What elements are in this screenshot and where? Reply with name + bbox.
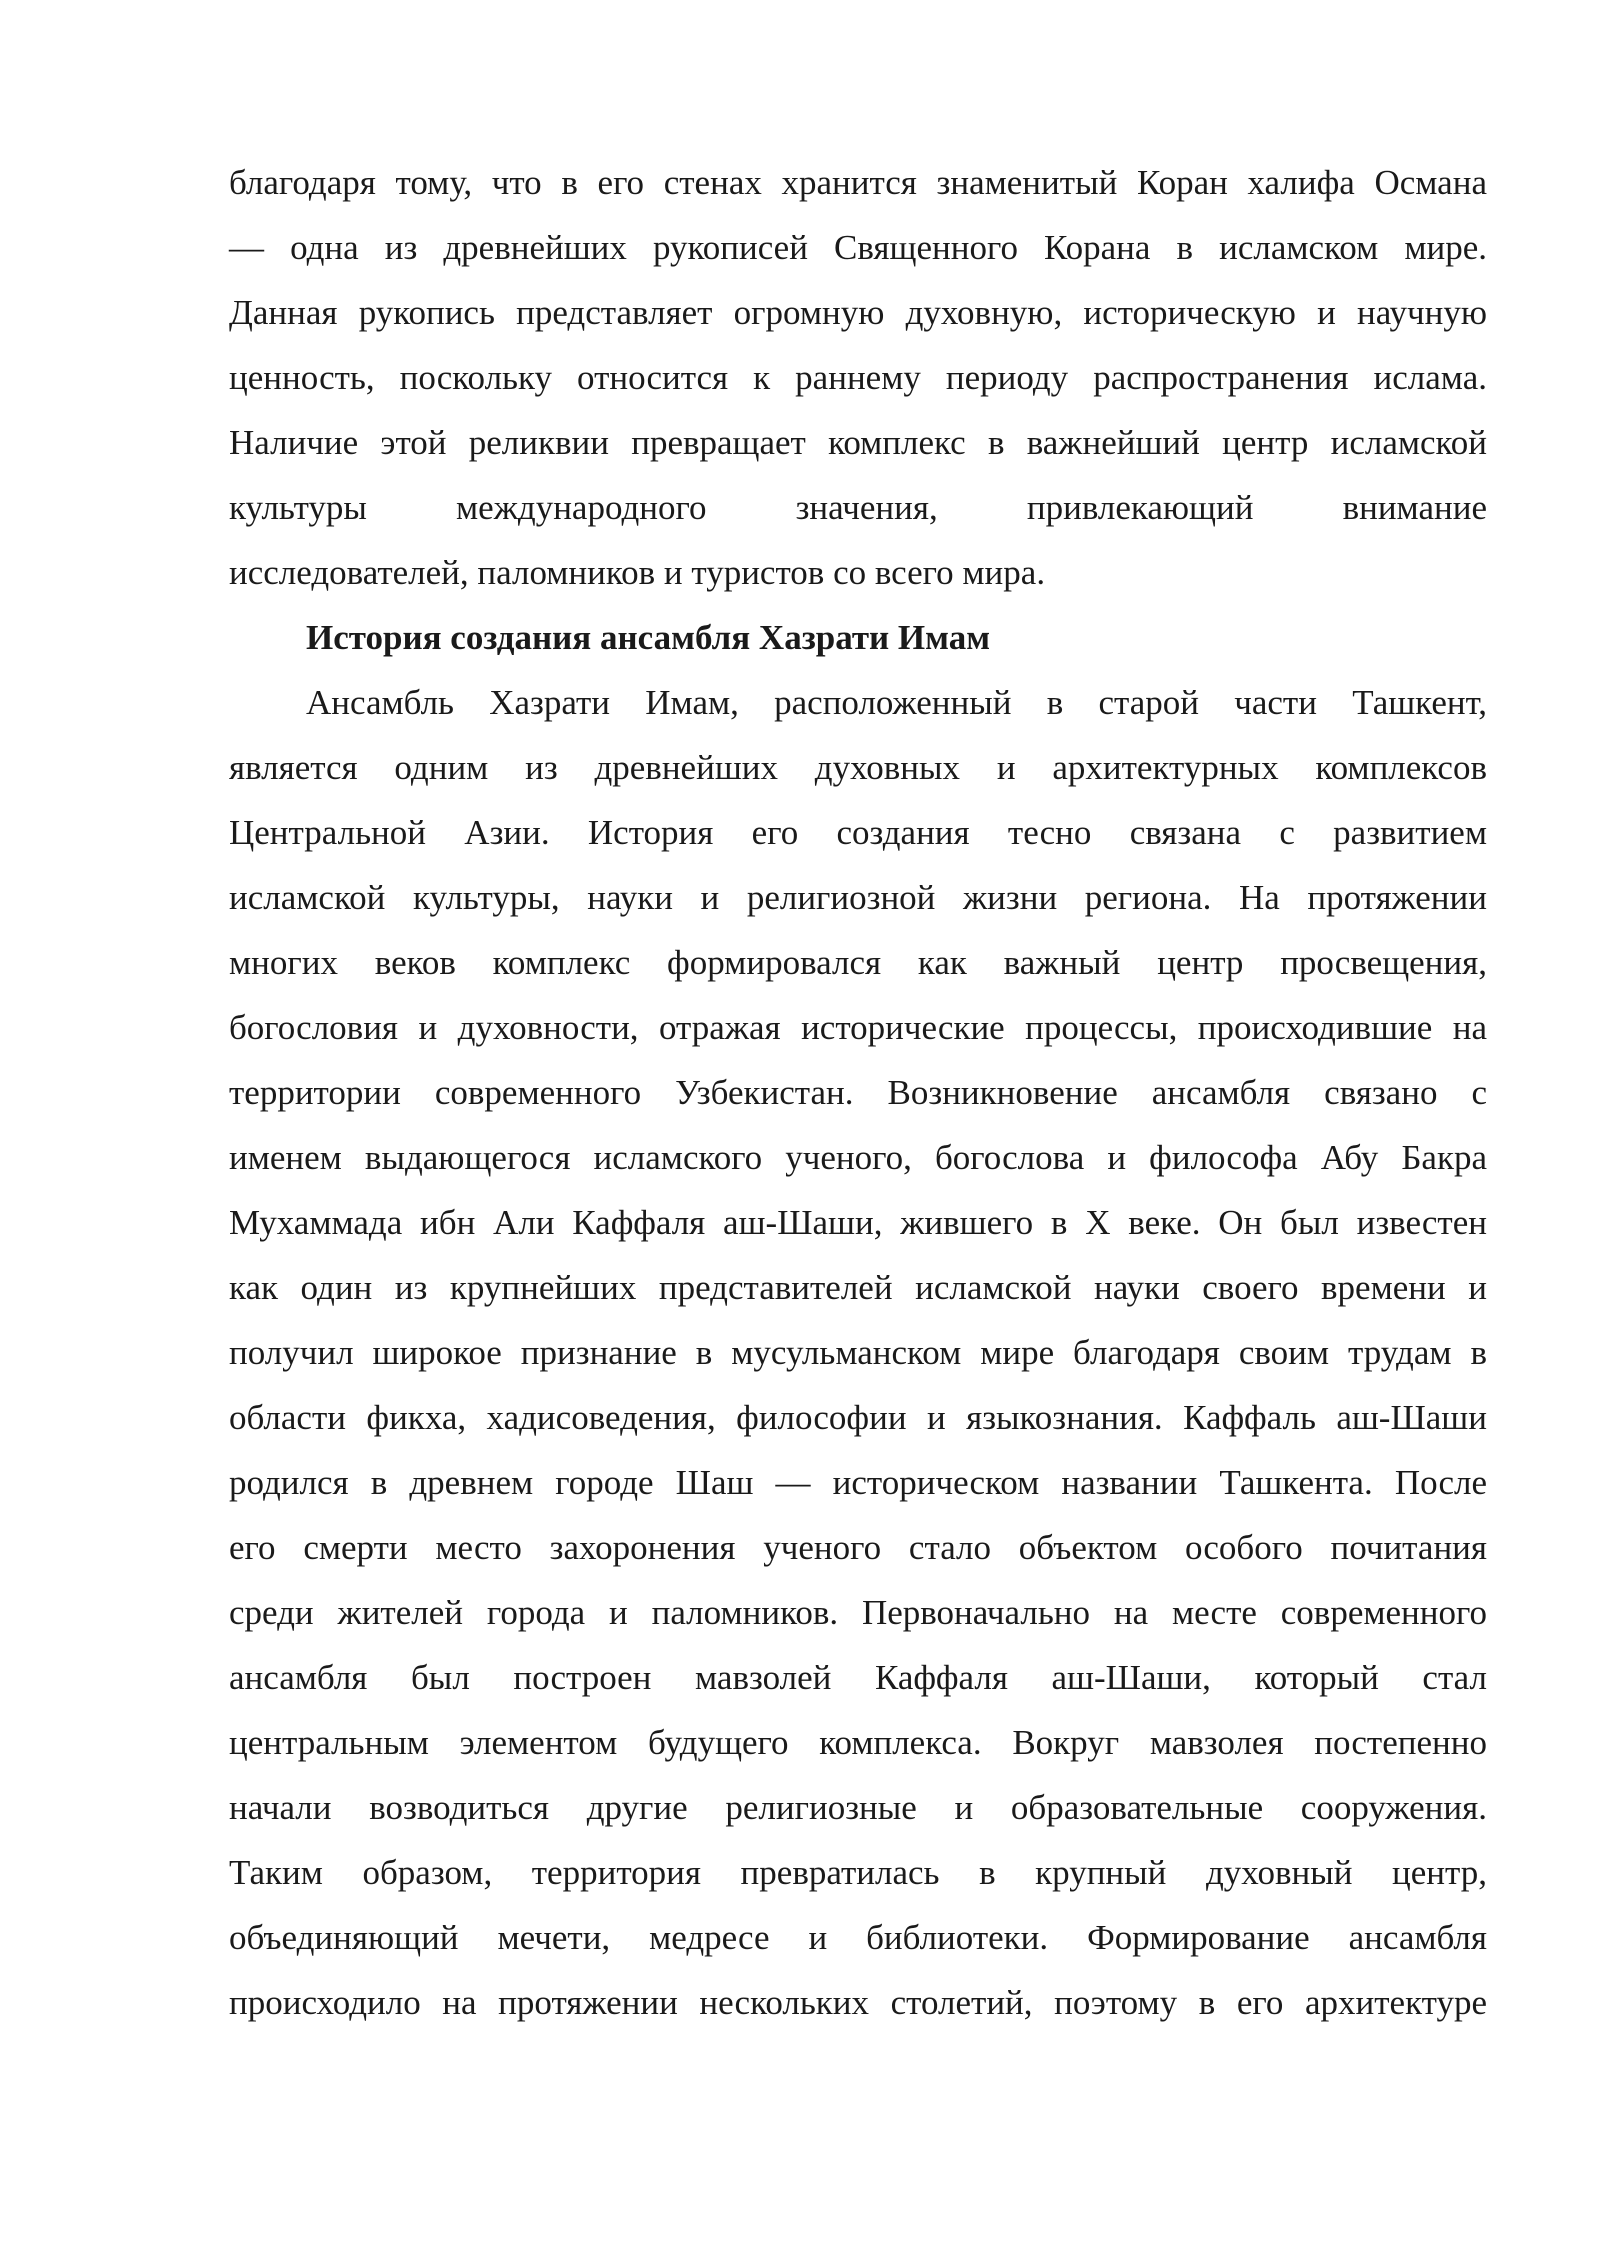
body-paragraph xyxy=(229,670,1487,2035)
text-line: исследователей, паломников и туристов со всего мира. xyxy=(229,553,1046,592)
text-line: центральным элементом будущего комплекса. Вокруг мавзолея постепенно xyxy=(229,1723,1487,1762)
text-line: Ансамбль Хазрати Имам, расположенный в старой части Ташкент, xyxy=(306,683,1487,722)
text-line: среди жителей города и паломников. Первоначально на месте современного xyxy=(229,1593,1487,1632)
document-body xyxy=(229,150,1487,2035)
text-line: территории современного Узбекистан. Возникновение ансамбля связано с xyxy=(229,1073,1487,1112)
text-line: — одна из древнейших рукописей Священного Корана в исламском мире. xyxy=(229,228,1487,267)
text-line: Таким образом, территория превратилась в крупный духовный центр, xyxy=(229,1853,1487,1892)
text-line: многих веков комплекс формировался как важный центр просвещения, xyxy=(229,943,1487,982)
text-line: области фикха, хадисоведения, философии и языкознания. Каффаль аш-Шаши xyxy=(229,1398,1487,1437)
text-line: исламской культуры, науки и религиозной жизни региона. На протяжении xyxy=(229,878,1487,917)
text-line: как один из крупнейших представителей исламской науки своего времени и xyxy=(229,1268,1487,1307)
text-line: объединяющий мечети, медресе и библиотеки. Формирование ансамбля xyxy=(229,1918,1487,1957)
text-line: родился в древнем городе Шаш — историческом названии Ташкента. После xyxy=(229,1463,1487,1502)
text-line: ансамбля был построен мавзолей Каффаля аш-Шаши, который стал xyxy=(229,1658,1487,1697)
text-line: Данная рукопись представляет огромную духовную, историческую и научную xyxy=(229,293,1487,332)
text-line: богословия и духовности, отражая исторические процессы, происходившие на xyxy=(229,1008,1487,1047)
text-line: является одним из древнейших духовных и архитектурных комплексов xyxy=(229,748,1487,787)
section-heading: История создания ансамбля Хазрати Имам xyxy=(306,618,991,657)
text-line: происходило на протяжении нескольких столетий, поэтому в его архитектуре xyxy=(229,1983,1487,2022)
intro-paragraph xyxy=(229,150,1487,605)
text-line: культуры международного значения, привлекающий внимание xyxy=(229,488,1487,527)
text-line: благодаря тому, что в его стенах хранится знаменитый Коран халифа Османа xyxy=(229,163,1487,202)
text-line: его смерти место захоронения ученого стало объектом особого почитания xyxy=(229,1528,1487,1567)
text-line: именем выдающегося исламского ученого, богослова и философа Абу Бакра xyxy=(229,1138,1487,1177)
text-line: Мухаммада ибн Али Каффаля аш-Шаши, жившего в X веке. Он был известен xyxy=(229,1203,1487,1242)
text-line: Центральной Азии. История его создания тесно связана с развитием xyxy=(229,813,1487,852)
text-line: Наличие этой реликвии превращает комплекс в важнейший центр исламской xyxy=(229,423,1487,462)
text-line: получил широкое признание в мусульманском мире благодаря своим трудам в xyxy=(229,1333,1487,1372)
text-line: ценность, поскольку относится к раннему периоду распространения ислама. xyxy=(229,358,1487,397)
text-line: начали возводиться другие религиозные и образовательные сооружения. xyxy=(229,1788,1487,1827)
